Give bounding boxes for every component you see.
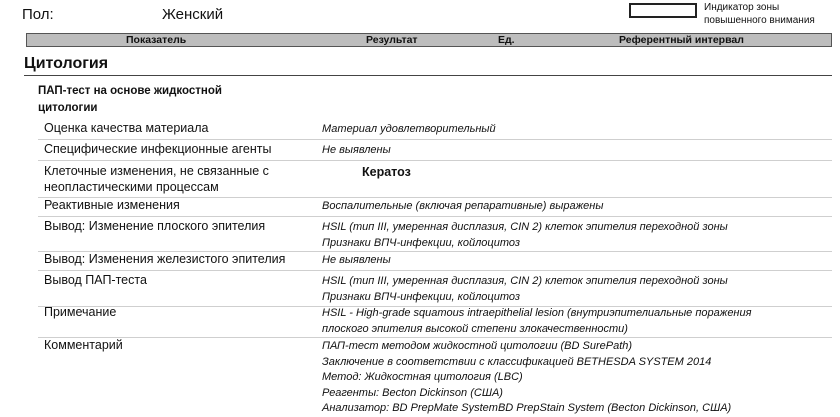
row-value xyxy=(322,274,728,305)
attention-indicator-box xyxy=(629,3,697,18)
header-indicator: Показатель xyxy=(126,34,187,46)
row-value-line: Признаки ВПЧ-инфекции, койлоцитоз xyxy=(322,290,520,303)
section-divider xyxy=(24,75,832,76)
indicator-legend-line1: Индикатор зоны xyxy=(704,2,780,13)
row-name: Специфические инфекционные агенты xyxy=(44,142,272,156)
row-value-line: HSIL (тип III, умеренная дисплазия, CIN 2) клеток эпителия переходной зоны xyxy=(322,221,728,233)
gender-label: Пол: xyxy=(22,6,54,23)
row-divider xyxy=(38,160,832,161)
row-value-line: Анализатор: BD PrepMate SystemBD PrepStain System (Becton Dickinson, США) xyxy=(322,402,732,414)
row-name xyxy=(44,164,269,195)
row-value-line: HSIL (тип III, умеренная дисплазия, CIN 2) клеток эпителия переходной зоны xyxy=(322,275,728,287)
row-name: Вывод ПАП-теста xyxy=(44,273,147,287)
row-name-line: неопластическими процессам xyxy=(44,179,219,194)
gender-value: Женский xyxy=(162,6,224,23)
test-name: ПАП-тест на основе жидкостной цитологии xyxy=(38,85,222,114)
row-value-line: HSIL - High-grade squamous intraepithelial lesion (внутриэпителиальные поражения xyxy=(322,307,752,319)
row-name-line: Клеточные изменения, не связанные с xyxy=(44,164,269,178)
row-value-line: Метод: Жидкостная цитология (LBC) xyxy=(322,371,523,383)
row-divider xyxy=(38,270,832,271)
row-divider xyxy=(38,216,832,217)
row-name: Оценка качества материала xyxy=(44,121,209,135)
row-value-line: Заключение в соответствии с классификацией BETHESDA SYSTEM 2014 xyxy=(322,355,712,368)
row-value: Кератоз xyxy=(362,165,411,179)
row-value-line: Признаки ВПЧ-инфекции, койлоцитоз xyxy=(322,236,520,249)
row-value: Материал удовлетворительный xyxy=(322,123,496,135)
header-unit: Ед. xyxy=(498,34,515,46)
row-name: Вывод: Изменение плоского эпителия xyxy=(44,219,266,233)
row-divider xyxy=(38,337,832,338)
row-value xyxy=(322,306,751,337)
section-title: Цитология xyxy=(24,55,109,72)
row-value: Не выявлены xyxy=(322,144,391,156)
row-value: Не выявлены xyxy=(322,254,391,266)
row-name: Комментарий xyxy=(44,338,123,352)
row-value-line: ПАП-тест методом жидкостной цитологии (BD SurePath) xyxy=(322,340,633,352)
row-divider xyxy=(38,139,832,140)
row-name: Реактивные изменения xyxy=(44,198,180,212)
row-value-line: Реагенты: Becton Dickinson (США) xyxy=(322,386,503,399)
row-value xyxy=(322,339,731,417)
header-result: Результат xyxy=(366,34,418,46)
row-name: Примечание xyxy=(44,305,117,319)
table-header xyxy=(26,33,832,47)
attention-indicator-legend xyxy=(704,1,815,27)
header-reference: Референтный интервал xyxy=(619,34,744,46)
row-value xyxy=(322,220,728,251)
row-value-line: плоского эпителия высокой степени злокачественности) xyxy=(322,322,628,335)
row-value: Воспалительные (включая репаративные) выражены xyxy=(322,200,604,212)
indicator-legend-line2: повышенного внимания xyxy=(704,15,815,26)
row-name: Вывод: Изменения железистого эпителия xyxy=(44,252,286,266)
